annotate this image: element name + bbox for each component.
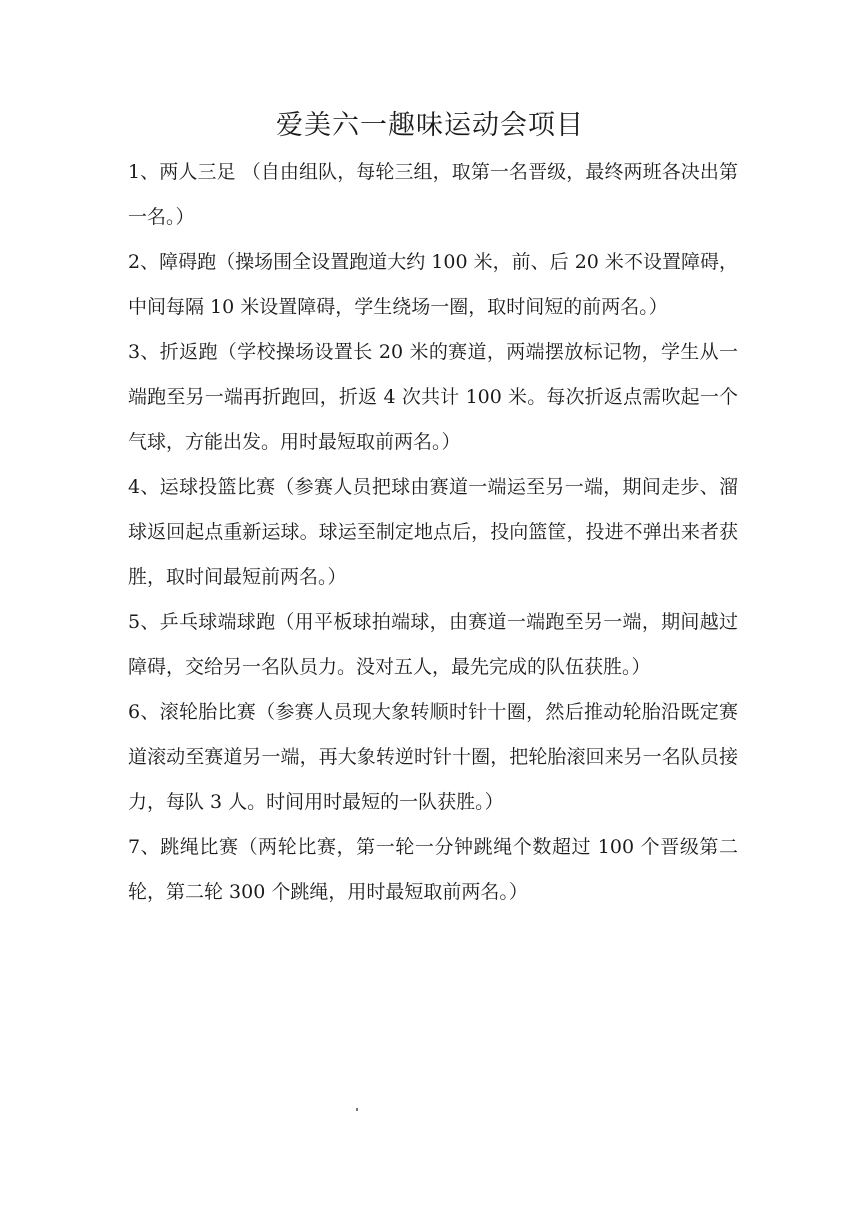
- event-item-4: 4、运球投篮比赛（参赛人员把球由赛道一端运至另一端，期间走步、溜球返回起点重新运球。球运至制定地点后，投向篮筐，投进不弹出来者获胜，取时间最短前两名。）: [128, 476, 738, 588]
- event-item-3: 3、折返跑（学校操场设置长 20 米的赛道，两端摆放标记物，学生从一端跑至另一端再折跑回，折返 4 次共计 100 米。每次折返点需吹起一个气球，方能出发。用时最短取前两名。）: [128, 341, 738, 453]
- event-item-6: 6、滚轮胎比赛（参赛人员现大象转顺时针十圈，然后推动轮胎沿既定赛道滚动至赛道另一端，再大象转逆时针十圈，把轮胎滚回来另一名队员接力，每队 3 人。时间用时最短的一队获胜。）: [128, 701, 738, 813]
- event-item-2: 2、障碍跑（操场围全设置跑道大约 100 米，前、后 20 米不设置障碍，中间每隔 10 米设置障碍，学生绕场一圈，取时间短的前两名。）: [128, 251, 738, 318]
- event-list: [128, 150, 738, 915]
- event-item-7: 7、跳绳比赛（两轮比赛，第一轮一分钟跳绳个数超过 100 个晋级第二轮，第二轮 300 个跳绳，用时最短取前两名。）: [128, 836, 738, 903]
- document-title: 爱美六一趣味运动会项目: [276, 110, 584, 141]
- scan-speck: [356, 1108, 358, 1111]
- event-item-5: 5、乒乓球端球跑（用平板球拍端球，由赛道一端跑至另一端，期间越过障碍，交给另一名队员力。没对五人，最先完成的队伍获胜。）: [128, 611, 738, 678]
- event-item-1: 1、两人三足 （自由组队，每轮三组，取第一名晋级，最终两班各决出第一名。）: [128, 161, 738, 228]
